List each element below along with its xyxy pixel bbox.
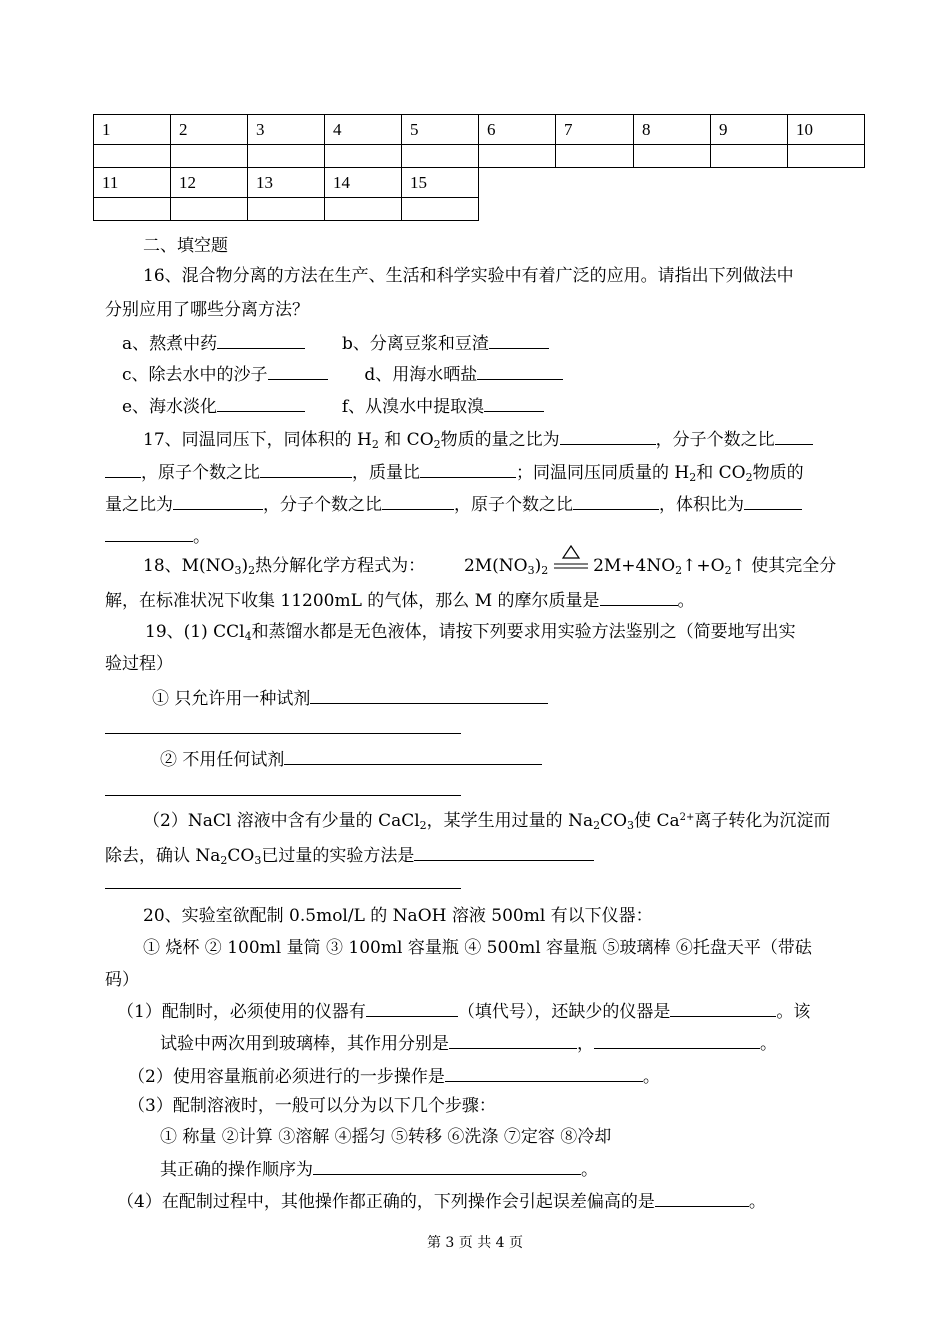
q20-instruments-1: ① 烧杯 ② 100ml 量筒 ③ 100ml 容量瓶 ④ 500ml 容量瓶 ⑤玻璃棒 ⑥托盘天平（带砝 <box>143 938 812 958</box>
q16-row-cd <box>122 363 563 385</box>
answer-blank[interactable] <box>382 493 454 510</box>
answer-blank[interactable] <box>105 525 193 542</box>
q20-sub2: （2）使用容量瓶前必须进行的一步操作是 。 <box>128 1067 660 1087</box>
answer-blank[interactable] <box>313 1158 581 1175</box>
table-cell: 12 <box>171 168 248 198</box>
q20-steps: ① 称量 ②计算 ③溶解 ④摇匀 ⑤转移 ⑥洗涤 ⑦定容 ⑧冷却 <box>160 1127 612 1147</box>
q16-row-ef <box>122 395 544 417</box>
table-row <box>94 168 865 198</box>
table-row <box>94 115 865 145</box>
q18-line-1: 18、$M(NO_3)_2$热分解化学方程式为： $2M(NO_3)_2$ $2M+4NO_2↑+O_2↑$ 使其完全分 <box>143 556 836 576</box>
q16-row-ab <box>122 332 549 354</box>
answer-blank[interactable] <box>655 1190 749 1207</box>
empty-space <box>634 168 711 198</box>
table-cell: 1 <box>94 115 171 145</box>
q20-sub4: （4）在配制过程中，其他操作都正确的，下列操作会引起误差偏高的是 。 <box>117 1192 766 1212</box>
answer-blank[interactable] <box>600 589 678 606</box>
table-cell: 15 <box>402 168 479 198</box>
answer-blank[interactable] <box>310 687 548 704</box>
q20-order: 其正确的操作顺序为 。 <box>160 1160 598 1180</box>
answer-cell[interactable] <box>788 145 865 168</box>
answer-blank[interactable] <box>260 461 352 478</box>
answer-line[interactable] <box>105 888 461 889</box>
q17-line-1: 17、同温同压下，同体积的 $H_2$ 和 $CO_2$物质的量之比为 ，分子个数之比 <box>143 428 813 450</box>
answer-blank[interactable] <box>217 395 305 412</box>
empty-space <box>711 198 788 221</box>
table-cell: 8 <box>634 115 711 145</box>
q17-line-3: 量之比为 ，分子个数之比 ，原子个数之比 ，体积比为 <box>105 493 802 515</box>
answer-blank[interactable] <box>445 1065 643 1082</box>
table-cell: 4 <box>325 115 402 145</box>
answer-cell[interactable] <box>634 145 711 168</box>
answer-table <box>93 114 865 221</box>
q17-line-2: ，原子个数之比 ，质量比 ；同温同压同质量的 $H_2$和 $CO_2$物质的 <box>105 461 804 483</box>
table-cell: 5 <box>402 115 479 145</box>
q20-sub3: （3）配制溶液时，一般可以分为以下几个步骤： <box>128 1096 496 1116</box>
q16-a: a、熬煮中药 <box>122 334 218 354</box>
answer-blank[interactable] <box>414 844 594 861</box>
section-title: 二、填空题 <box>143 236 228 256</box>
answer-cell[interactable] <box>171 198 248 221</box>
q17-line-4: 。 <box>105 525 210 547</box>
answer-cell[interactable] <box>325 145 402 168</box>
answer-blank[interactable] <box>477 363 563 380</box>
answer-blank[interactable] <box>366 1000 458 1017</box>
q16-stem-1: 16、混合物分离的方法在生产、生活和科学实验中有着广泛的应用。请指出下列做法中 <box>143 266 794 286</box>
answer-blank[interactable] <box>484 395 544 412</box>
empty-space <box>788 168 865 198</box>
q19-part2-line-1: （2）NaCl 溶液中含有少量的 CaCl$_2$，某学生用过量的 $Na_2CO_3$使 $Ca^{2+}$离子转化为沉淀而 <box>143 811 831 832</box>
answer-line[interactable] <box>105 733 461 734</box>
q19-part2-line-2: 除去，确认 $Na_2CO_3$已过量的实验方法是 <box>105 844 594 866</box>
answer-blank[interactable] <box>744 493 802 510</box>
page-footer: 第 3 页 共 4 页 <box>426 1235 524 1251</box>
q18-line-2: 解，在标准状况下收集 11200mL 的气体，那么 M 的摩尔质量是 。 <box>105 591 695 611</box>
answer-blank[interactable] <box>420 461 516 478</box>
q20-instruments-2: 码） <box>105 970 139 990</box>
empty-space <box>711 168 788 198</box>
q19-line-2: 验过程） <box>105 654 173 674</box>
answer-blank[interactable] <box>560 428 656 445</box>
q20-sub1-line-1: （1）配制时，必须使用的仪器有 （填代号），还缺少的仪器是 。该 <box>117 1002 811 1022</box>
answer-blank[interactable] <box>449 1032 577 1049</box>
answer-cell[interactable] <box>248 198 325 221</box>
answer-blank[interactable] <box>573 493 659 510</box>
empty-space <box>634 198 711 221</box>
empty-space <box>788 198 865 221</box>
empty-space <box>556 168 634 198</box>
q20-sub1-line-2: 试验中两次用到玻璃棒，其作用分别是 ， 。 <box>160 1034 777 1054</box>
heat-triangle-icon <box>554 560 588 574</box>
q19-item-2: ② 不用任何试剂 <box>160 748 542 770</box>
table-cell: 7 <box>556 115 634 145</box>
table-cell: 13 <box>248 168 325 198</box>
q16-f: f、从溴水中提取溴 <box>341 397 485 417</box>
answer-cell[interactable] <box>402 198 479 221</box>
answer-cell[interactable] <box>325 198 402 221</box>
q19-item-1: ① 只允许用一种试剂 <box>152 687 548 709</box>
answer-cell[interactable] <box>556 145 634 168</box>
q20-stem: 20、实验室欲配制 0.5mol/L 的 NaOH 溶液 500ml 有以下仪器： <box>143 906 653 926</box>
q16-b: b、分离豆浆和豆渣 <box>341 334 489 354</box>
answer-cell[interactable] <box>94 145 171 168</box>
answer-blank[interactable] <box>284 748 542 765</box>
table-row <box>94 145 865 168</box>
answer-blank[interactable] <box>173 493 263 510</box>
table-cell: 2 <box>171 115 248 145</box>
table-cell: 14 <box>325 168 402 198</box>
answer-blank[interactable] <box>775 428 813 445</box>
empty-space <box>556 198 634 221</box>
empty-space <box>479 168 556 198</box>
q16-e: e、海水淡化 <box>122 397 218 417</box>
answer-line[interactable] <box>105 795 461 796</box>
answer-blank[interactable] <box>217 332 305 349</box>
answer-cell[interactable] <box>248 145 325 168</box>
q16-c: c、除去水中的沙子 <box>122 365 268 385</box>
table-cell: 6 <box>479 115 556 145</box>
empty-space <box>479 198 556 221</box>
answer-blank[interactable] <box>594 1032 760 1049</box>
answer-blank[interactable] <box>268 363 328 380</box>
answer-cell[interactable] <box>171 145 248 168</box>
answer-cell[interactable] <box>711 145 788 168</box>
q16-stem-2: 分别应用了哪些分离方法？ <box>105 300 309 320</box>
table-cell: 11 <box>94 168 171 198</box>
q16-d: d、用海水晒盐 <box>364 365 478 385</box>
table-cell: 10 <box>788 115 865 145</box>
decomposition-equation: $2M(NO_3)_2$ $2M+4NO_2↑+O_2↑$ <box>464 556 751 576</box>
answer-blank[interactable] <box>670 1000 776 1017</box>
table-cell: 9 <box>711 115 788 145</box>
answer-cell[interactable] <box>402 145 479 168</box>
table-cell: 3 <box>248 115 325 145</box>
answer-blank[interactable] <box>489 332 549 349</box>
table-row <box>94 198 865 221</box>
q19-line-1: 19、(1) CCl$_4$和蒸馏水都是无色液体，请按下列要求用实验方法鉴别之（简要地写出实 <box>145 622 796 643</box>
answer-cell[interactable] <box>479 145 556 168</box>
answer-blank[interactable] <box>105 461 141 478</box>
answer-cell[interactable] <box>94 198 171 221</box>
